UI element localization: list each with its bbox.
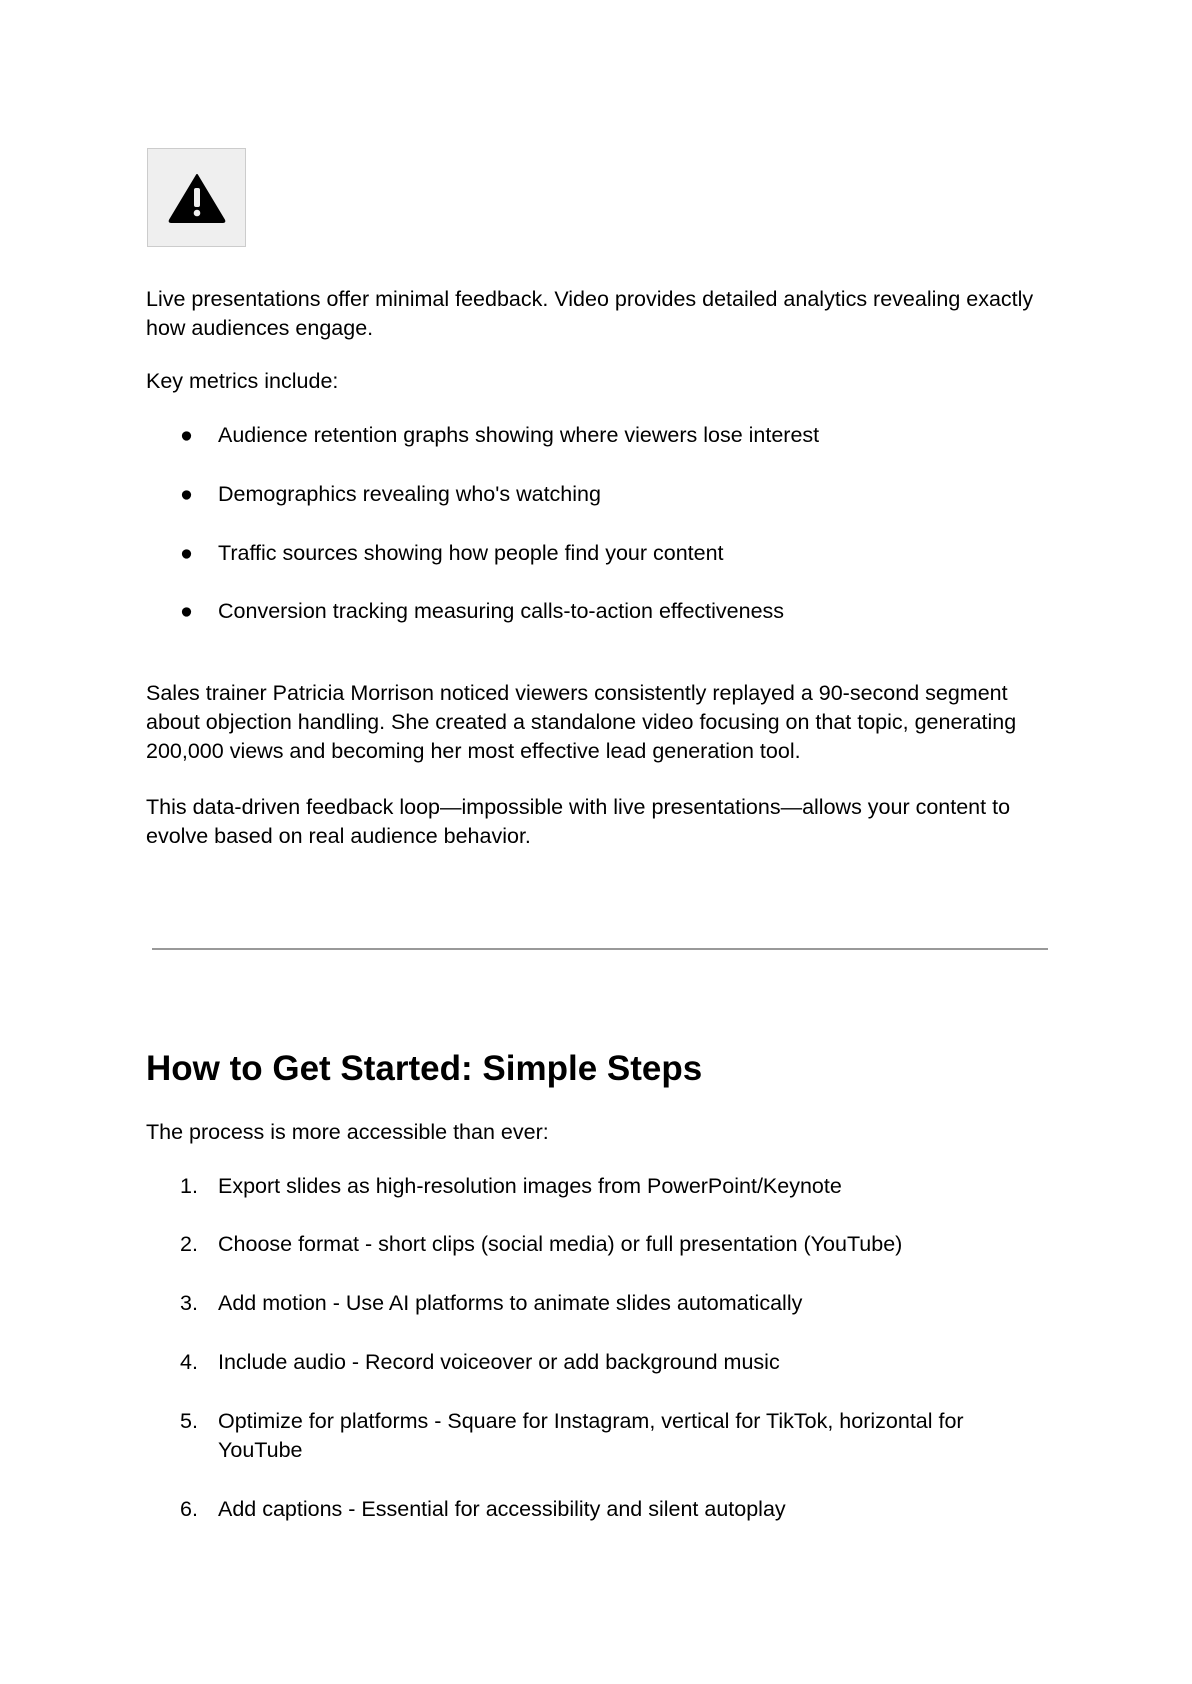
step-text: Optimize for platforms - Square for Instagram, vertical for TikTok, horizontal for YouTube <box>218 1409 964 1462</box>
step-number: 2. <box>180 1232 198 1256</box>
step-text: Add motion - Use AI platforms to animate slides automatically <box>218 1291 803 1315</box>
list-item-text: Audience retention graphs showing where viewers lose interest <box>218 423 820 447</box>
step-text: Export slides as high-resolution images from PowerPoint/Keynote <box>218 1174 842 1198</box>
step-number: 5. <box>180 1409 198 1433</box>
step-text: Add captions - Essential for accessibility and silent autoplay <box>218 1497 786 1521</box>
horizontal-divider <box>152 948 1048 950</box>
list-item-text: Demographics revealing who's watching <box>218 482 601 506</box>
section-heading: How to Get Started: Simple Steps <box>146 1049 703 1088</box>
bullet-icon: ● <box>180 599 193 623</box>
steps-lead: The process is more accessible than ever: <box>146 1120 549 1144</box>
feedback-loop-paragraph: This data-driven feedback loop—impossible with live presentations—allows your content to evolve based on real audience behavior. <box>146 795 1011 848</box>
warning-triangle-icon <box>168 173 226 223</box>
list-item-text: Conversion tracking measuring calls-to-action effectiveness <box>218 599 785 623</box>
step-text: Choose format - short clips (social media) or full presentation (YouTube) <box>218 1232 903 1256</box>
list-item-text: Traffic sources showing how people find your content <box>218 541 724 565</box>
intro-paragraph: Live presentations offer minimal feedback. Video provides detailed analytics revealing exactly how audiences engage. <box>146 287 1034 340</box>
step-number: 4. <box>180 1350 198 1374</box>
story-paragraph: Sales trainer Patricia Morrison noticed viewers consistently replayed a 90-second segment about objection handling. She created a standalone video focusing on that topic, generating 200,000 views and becoming her most effective lead generation tool. <box>146 681 1017 763</box>
step-number: 6. <box>180 1497 198 1521</box>
step-text: Include audio - Record voiceover or add background music <box>218 1350 780 1374</box>
bullet-icon: ● <box>180 541 193 565</box>
metrics-lead: Key metrics include: <box>146 369 339 393</box>
broken-image-placeholder <box>147 148 246 247</box>
step-number: 3. <box>180 1291 198 1315</box>
bullet-icon: ● <box>180 423 193 447</box>
bullet-icon: ● <box>180 482 193 506</box>
step-number: 1. <box>180 1174 198 1198</box>
